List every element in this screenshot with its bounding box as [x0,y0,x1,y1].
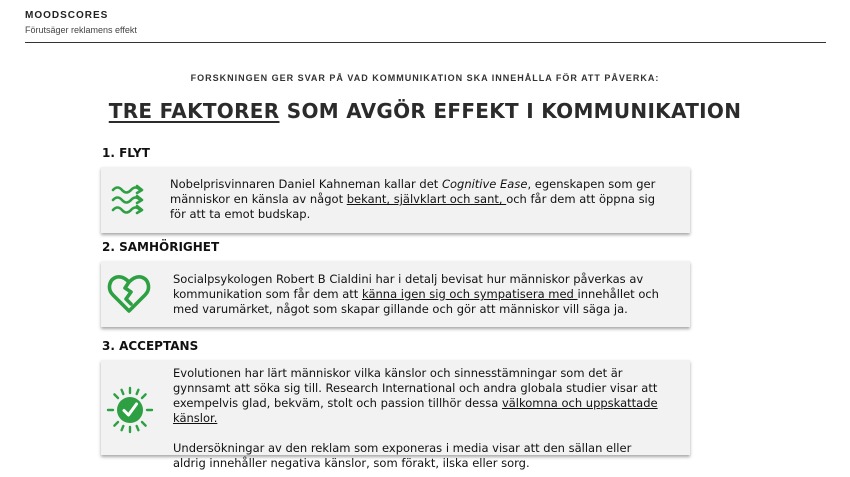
text-segment: innehållet och med varumärket, något som skapar gillande och gör att människor vill säga ja. [173,287,659,316]
text-underlined: bekant, självklart och sant, [346,192,507,206]
text-segment: Nobelprisvinnaren Daniel Kahneman kallar det [170,177,442,191]
paragraph-gap [173,426,663,441]
page-headline [0,99,850,123]
section-text-flyt [170,177,660,222]
headline-underlined: TRE FAKTORER [108,99,280,123]
text-paragraph: Undersökningar av den reklam som exponeras i media visar att den sällan eller aldrig innehåller negativa känslor, som förakt, ilska eller sorg. [173,441,632,470]
text-segment: Evolutionen har lärt människor vilka känslor och sinnesstämningar som det är gynnsamt att söka sig till. Research International och andra globala studier visar att exempelvis glad, bekväm, stolt och passion tillhör dessa [173,366,658,410]
section-card-acceptans [101,360,690,470]
brand-tagline: Förutsäger reklamens effekt [25,25,137,35]
text-underlined: välkomna och uppskattade känslor. [173,396,658,425]
section-card-samhorighet [101,261,690,327]
text-segment: Socialpsykologen Robert B Cialdini har i detalj bevisat hur människor påverkas av kommunikation som får dem att [173,272,644,301]
waves-icon [110,183,148,217]
section-text-acceptans [173,366,663,471]
puzzle-heart-icon [107,273,151,315]
section-title-flyt: 1. FLYT [102,146,150,160]
text-underlined: känna igen sig och sympatisera med [361,287,578,301]
section-title-samhorighet: 2. SAMHÖRIGHET [102,240,220,254]
section-title-acceptans: 3. ACCEPTANS [102,339,199,353]
brand-title: MOODSCORES [25,10,109,21]
text-segment: , egenskapen som ger människor en känsla av något [170,177,656,206]
sun-check-icon [105,385,155,435]
text-segment: och får dem att öppna sig för att ta emot budskap. [170,192,656,221]
kicker-text: FORSKNINGEN GER SVAR PÅ VAD KOMMUNIKATION SKA INNEHÅLLA FÖR ATT PÅVERKA: [190,73,660,83]
brand-block [25,10,137,35]
section-text-samhorighet [173,272,663,317]
header-divider [25,42,826,43]
text-italic: Cognitive Ease [441,177,528,191]
section-card-flyt [101,167,690,233]
headline-rest: SOM AVGÖR EFFEKT I KOMMUNIKATION [279,99,742,123]
